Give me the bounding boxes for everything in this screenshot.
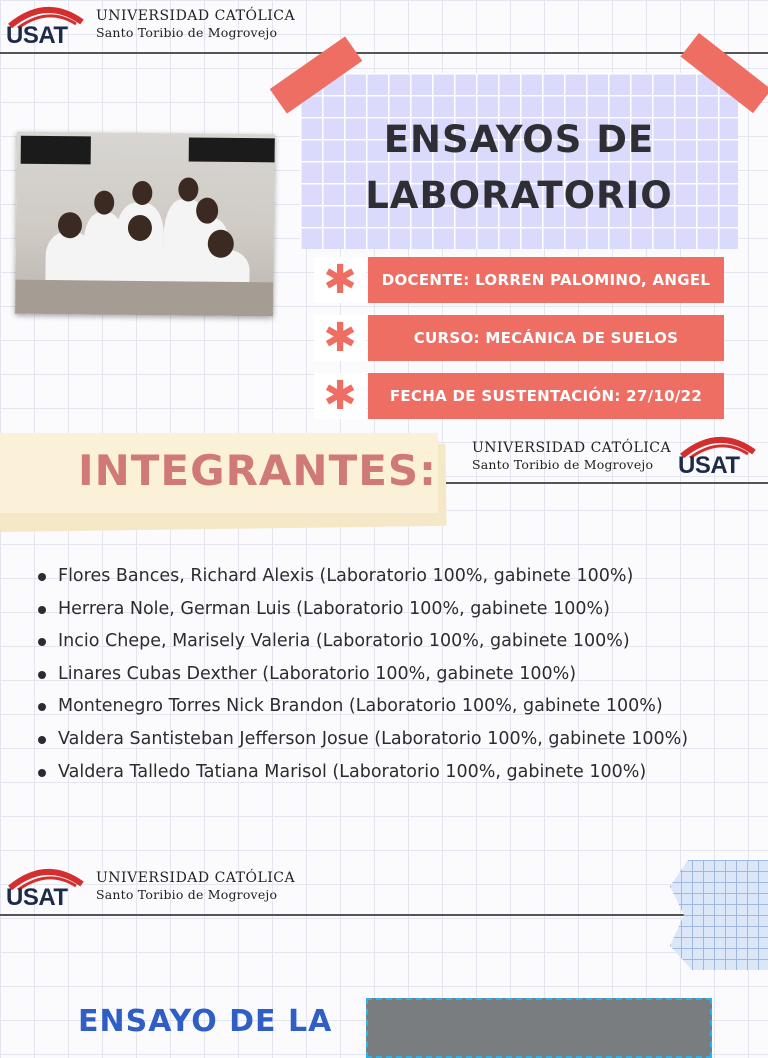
middle-divider — [446, 482, 768, 484]
integrantes-heading: INTEGRANTES: — [78, 446, 437, 495]
university-name: UNIVERSIDAD CATÓLICA — [472, 440, 672, 456]
list-item: Montenegro Torres Nick Brandon (Laboratorio 100%, gabinete 100%) — [36, 690, 766, 723]
bullet-icon — [38, 769, 46, 777]
bottom-divider — [0, 914, 768, 916]
usat-brand-text: USAT — [6, 884, 68, 911]
bullet-icon — [38, 703, 46, 711]
bullet-icon — [38, 736, 46, 744]
usat-brand-text: USAT — [6, 22, 68, 49]
list-item: Linares Cubas Dexther (Laboratorio 100%, gabinete 100%) — [36, 658, 766, 691]
list-item: Incio Chepe, Marisely Valeria (Laboratorio 100%, gabinete 100%) — [36, 625, 766, 658]
bullet-icon — [38, 606, 46, 614]
list-item: Herrera Nole, German Luis (Laboratorio 100%, gabinete 100%) — [36, 593, 766, 626]
group-photo — [15, 132, 275, 317]
header-divider — [0, 52, 768, 54]
docente-label: DOCENTE: LORREN PALOMINO, ANGEL — [368, 257, 724, 303]
usat-logo-mark — [676, 432, 754, 480]
list-item: Flores Bances, Richard Alexis (Laboratorio 100%, gabinete 100%) — [36, 560, 766, 593]
usat-logo-middle — [472, 440, 671, 472]
asterisk-icon: ✱ — [314, 315, 366, 361]
next-section-image — [366, 998, 712, 1058]
fecha-label: FECHA DE SUSTENTACIÓN: 27/10/22 — [368, 373, 724, 419]
bullet-icon — [38, 573, 46, 581]
asterisk-icon: ✱ — [314, 373, 366, 419]
members-list — [36, 560, 766, 788]
university-subname: Santo Toribio de Mogrovejo — [96, 887, 278, 902]
university-subname: Santo Toribio de Mogrovejo — [96, 25, 278, 40]
next-section-heading: ENSAYO DE LA — [78, 1004, 333, 1039]
curso-label: CURSO: MECÁNICA DE SUELOS — [368, 315, 724, 361]
usat-logo-mark — [4, 2, 82, 50]
usat-logo-bottom — [4, 864, 295, 912]
decorative-grid-shape — [670, 860, 768, 970]
asterisk-icon: ✱ — [314, 257, 366, 303]
list-item: Valdera Talledo Tatiana Marisol (Laboratorio 100%, gabinete 100%) — [36, 756, 766, 789]
university-subname: Santo Toribio de Mogrovejo — [472, 457, 654, 472]
bullet-icon — [38, 638, 46, 646]
usat-brand-text: USAT — [678, 452, 740, 479]
university-name: UNIVERSIDAD CATÓLICA — [96, 870, 296, 886]
usat-logo-top — [4, 2, 295, 50]
page-title: ENSAYOS DE LABORATORIO — [365, 118, 673, 217]
bullet-icon — [38, 671, 46, 679]
usat-logo-mark — [4, 864, 82, 912]
list-item: Valdera Santisteban Jefferson Josue (Laboratorio 100%, gabinete 100%) — [36, 723, 766, 756]
university-name: UNIVERSIDAD CATÓLICA — [96, 8, 296, 24]
